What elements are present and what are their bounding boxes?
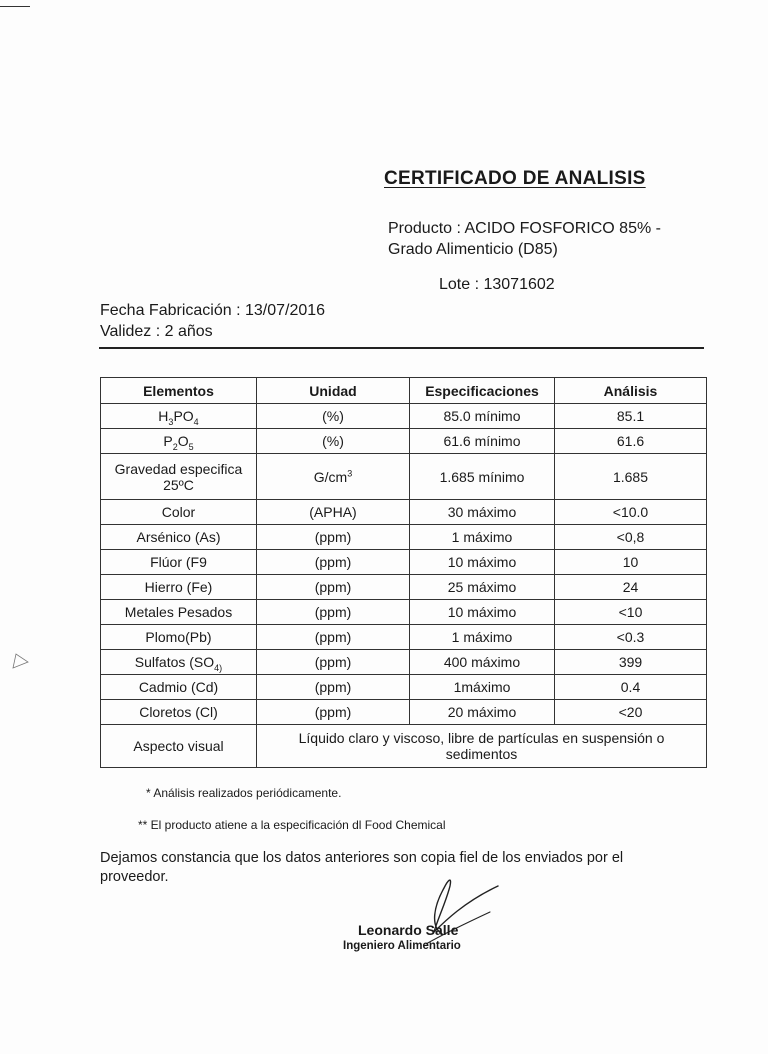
cell-unidad: $G/cm^3$: [257, 454, 410, 500]
cell-analisis: 0.4: [555, 675, 707, 700]
table-header-row: [101, 378, 707, 404]
cell-elemento: $H_3PO_4$: [101, 404, 257, 429]
note-food-chemical: ** El producto atiene a la especificación dl Food Chemical: [138, 818, 446, 832]
table-row: [101, 600, 707, 625]
cell-elemento: Sulfatos ($SO_{4)}$: [101, 650, 257, 675]
cell-unidad: (%): [257, 429, 410, 454]
cell-unidad: (ppm): [257, 525, 410, 550]
cell-especificacion: 61.6 mínimo: [410, 429, 555, 454]
table-row: [101, 500, 707, 525]
cell-especificacion: 1máximo: [410, 675, 555, 700]
table-row: [101, 575, 707, 600]
cell-elemento: Arsénico (As): [101, 525, 257, 550]
table-row: [101, 429, 707, 454]
cell-elemento: Color: [101, 500, 257, 525]
analysis-table: [100, 377, 707, 768]
table-row: [101, 550, 707, 575]
header-elementos: Elementos: [101, 378, 257, 404]
cell-elemento: Cadmio (Cd): [101, 675, 257, 700]
cell-especificacion: 10 máximo: [410, 600, 555, 625]
table-row: [101, 650, 707, 675]
scan-edge-mark: [0, 6, 30, 7]
cell-especificacion: 20 máximo: [410, 700, 555, 725]
document-title: CERTIFICADO DE ANALISIS: [384, 168, 646, 189]
cell-analisis: 61.6: [555, 429, 707, 454]
signer-name: Leonardo Salle: [358, 922, 459, 938]
table-row: [101, 525, 707, 550]
cell-especificacion: 85.0 mínimo: [410, 404, 555, 429]
signer-title: Ingeniero Alimentario: [343, 940, 461, 952]
cell-elemento: Gravedad especifica 25ºC: [101, 454, 257, 500]
cell-unidad: (APHA): [257, 500, 410, 525]
cell-analisis: <0.3: [555, 625, 707, 650]
cell-elemento: Hierro (Fe): [101, 575, 257, 600]
product-line-1: Producto : ACIDO FOSFORICO 85% -: [388, 220, 661, 237]
margin-scribble-icon: [10, 650, 32, 670]
product-line-2: Grado Alimenticio (D85): [388, 241, 558, 258]
cell-analisis: 10: [555, 550, 707, 575]
cell-especificacion: 1 máximo: [410, 625, 555, 650]
table-row-aspecto: [101, 725, 707, 768]
table-row: [101, 404, 707, 429]
lot-number: Lote : 13071602: [439, 276, 555, 293]
manufacture-info: [100, 300, 325, 342]
table-row: [101, 625, 707, 650]
cell-analisis: 85.1: [555, 404, 707, 429]
cell-unidad: (ppm): [257, 575, 410, 600]
header-especificaciones: Especificaciones: [410, 378, 555, 404]
product-info: [388, 218, 661, 260]
cell-unidad: (ppm): [257, 675, 410, 700]
cell-analisis: 399: [555, 650, 707, 675]
cell-elemento: $P_2O_5$: [101, 429, 257, 454]
cell-unidad: (ppm): [257, 550, 410, 575]
validity: Validez : 2 años: [100, 323, 213, 340]
cell-unidad: (ppm): [257, 650, 410, 675]
cell-aspecto-label: Aspecto visual: [101, 725, 257, 768]
cell-elemento: Plomo(Pb): [101, 625, 257, 650]
statement-text: Dejamos constancia que los datos anteriores son copia fiel de los enviados por el proveedor.: [100, 850, 624, 885]
cell-especificacion: 10 máximo: [410, 550, 555, 575]
cell-unidad: (ppm): [257, 600, 410, 625]
cell-unidad: (ppm): [257, 700, 410, 725]
header-analisis: Análisis: [555, 378, 707, 404]
cell-unidad: (ppm): [257, 625, 410, 650]
table-row: [101, 700, 707, 725]
header-unidad: Unidad: [257, 378, 410, 404]
cell-analisis: 1.685: [555, 454, 707, 500]
cell-unidad: (%): [257, 404, 410, 429]
cell-elemento: Metales Pesados: [101, 600, 257, 625]
header-divider: [99, 347, 704, 349]
cell-aspecto-value: Líquido claro y viscoso, libre de partículas en suspensión o sedimentos: [257, 725, 707, 768]
cell-analisis: <10: [555, 600, 707, 625]
cell-especificacion: 30 máximo: [410, 500, 555, 525]
cell-elemento: Flúor (F9: [101, 550, 257, 575]
cell-analisis: <20: [555, 700, 707, 725]
cell-analisis: <10.0: [555, 500, 707, 525]
note-periodic: * Análisis realizados periódicamente.: [146, 786, 342, 800]
cell-especificacion: 1 máximo: [410, 525, 555, 550]
cell-analisis: <0,8: [555, 525, 707, 550]
cell-especificacion: 25 máximo: [410, 575, 555, 600]
cell-analisis: 24: [555, 575, 707, 600]
table-row: [101, 675, 707, 700]
cell-especificacion: 1.685 mínimo: [410, 454, 555, 500]
manufacture-date: Fecha Fabricación : 13/07/2016: [100, 302, 326, 319]
cell-elemento: Cloretos (Cl): [101, 700, 257, 725]
cell-especificacion: 400 máximo: [410, 650, 555, 675]
table-row: [101, 454, 707, 500]
